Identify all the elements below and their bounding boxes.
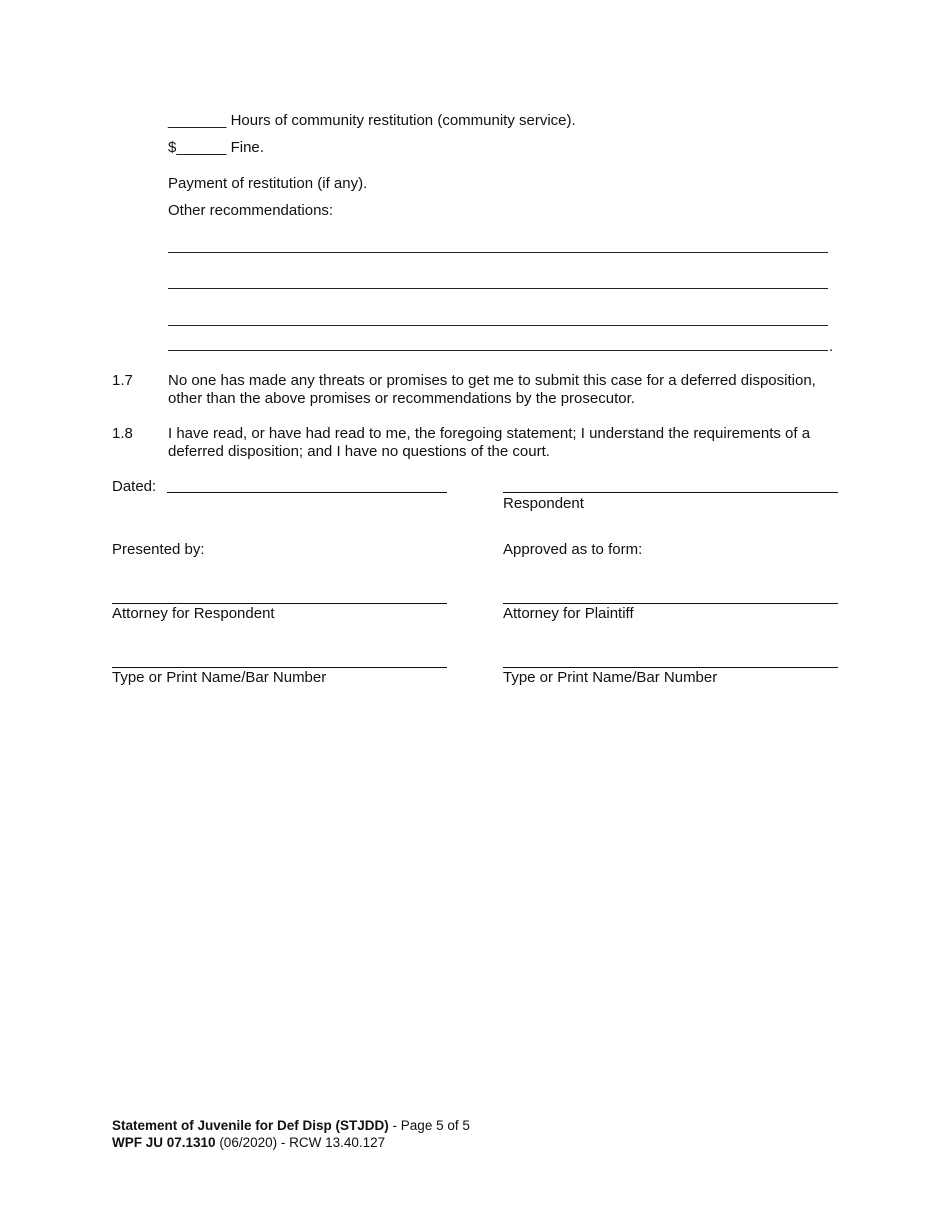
- footer-line-2: [112, 1135, 385, 1151]
- recommendation-line-1[interactable]: [168, 252, 828, 253]
- attorney-for-plaintiff-label: Attorney for Plaintiff: [503, 605, 634, 622]
- name-bar-left-label: Type or Print Name/Bar Number: [112, 669, 327, 686]
- respondent-signature-line[interactable]: [503, 492, 838, 493]
- attorney-plaintiff-signature-line[interactable]: [503, 603, 838, 604]
- line-end-period: .: [829, 338, 834, 355]
- paragraph-text-1-7: No one has made any threats or promises to get me to submit this case for a deferred disposition, other than the above promises or recommendations by the prosecutor.: [168, 372, 816, 407]
- paragraph-number-1-8: 1.8: [112, 425, 133, 442]
- recommendation-line-3[interactable]: [168, 325, 828, 326]
- footer-page-info: - Page 5 of 5: [388, 1118, 470, 1133]
- hours-blank[interactable]: _______: [168, 112, 227, 129]
- hours-label: Hours of community restitution (community service).: [230, 112, 576, 129]
- paragraph-number-1-7: 1.7: [112, 372, 133, 389]
- respondent-label: Respondent: [503, 495, 584, 512]
- fine-label: Fine.: [230, 139, 264, 156]
- restitution-item: Payment of restitution (if any).: [168, 175, 368, 192]
- fine-blank[interactable]: $______: [168, 139, 227, 156]
- recommendation-line-2[interactable]: [168, 288, 828, 289]
- name-bar-right-line[interactable]: [503, 667, 838, 668]
- footer-form-title: Statement of Juvenile for Def Disp (STJDD): [112, 1118, 389, 1133]
- dated-label: Dated:: [112, 478, 157, 495]
- name-bar-right-label: Type or Print Name/Bar Number: [503, 669, 718, 686]
- name-bar-left-line[interactable]: [112, 667, 447, 668]
- other-recommendations-label: Other recommendations:: [168, 202, 334, 219]
- presented-by-label: Presented by:: [112, 541, 205, 558]
- paragraph-text-1-8: I have read, or have had read to me, the foregoing statement; I understand the requirements of a deferred disposition; and I have no questions of the court.: [168, 425, 811, 460]
- approved-as-to-form-label: Approved as to form:: [503, 541, 643, 558]
- footer-line-1: [112, 1118, 470, 1134]
- footer-form-number: WPF JU 07.1310: [112, 1135, 216, 1150]
- dated-signature-line[interactable]: [167, 492, 447, 493]
- attorney-for-respondent-label: Attorney for Respondent: [112, 605, 275, 622]
- footer-revision: (06/2020) - RCW 13.40.127: [215, 1135, 386, 1150]
- recommendation-line-4[interactable]: [168, 350, 828, 351]
- hours-item: [168, 112, 576, 130]
- fine-item: [168, 139, 264, 157]
- attorney-respondent-signature-line[interactable]: [112, 603, 447, 604]
